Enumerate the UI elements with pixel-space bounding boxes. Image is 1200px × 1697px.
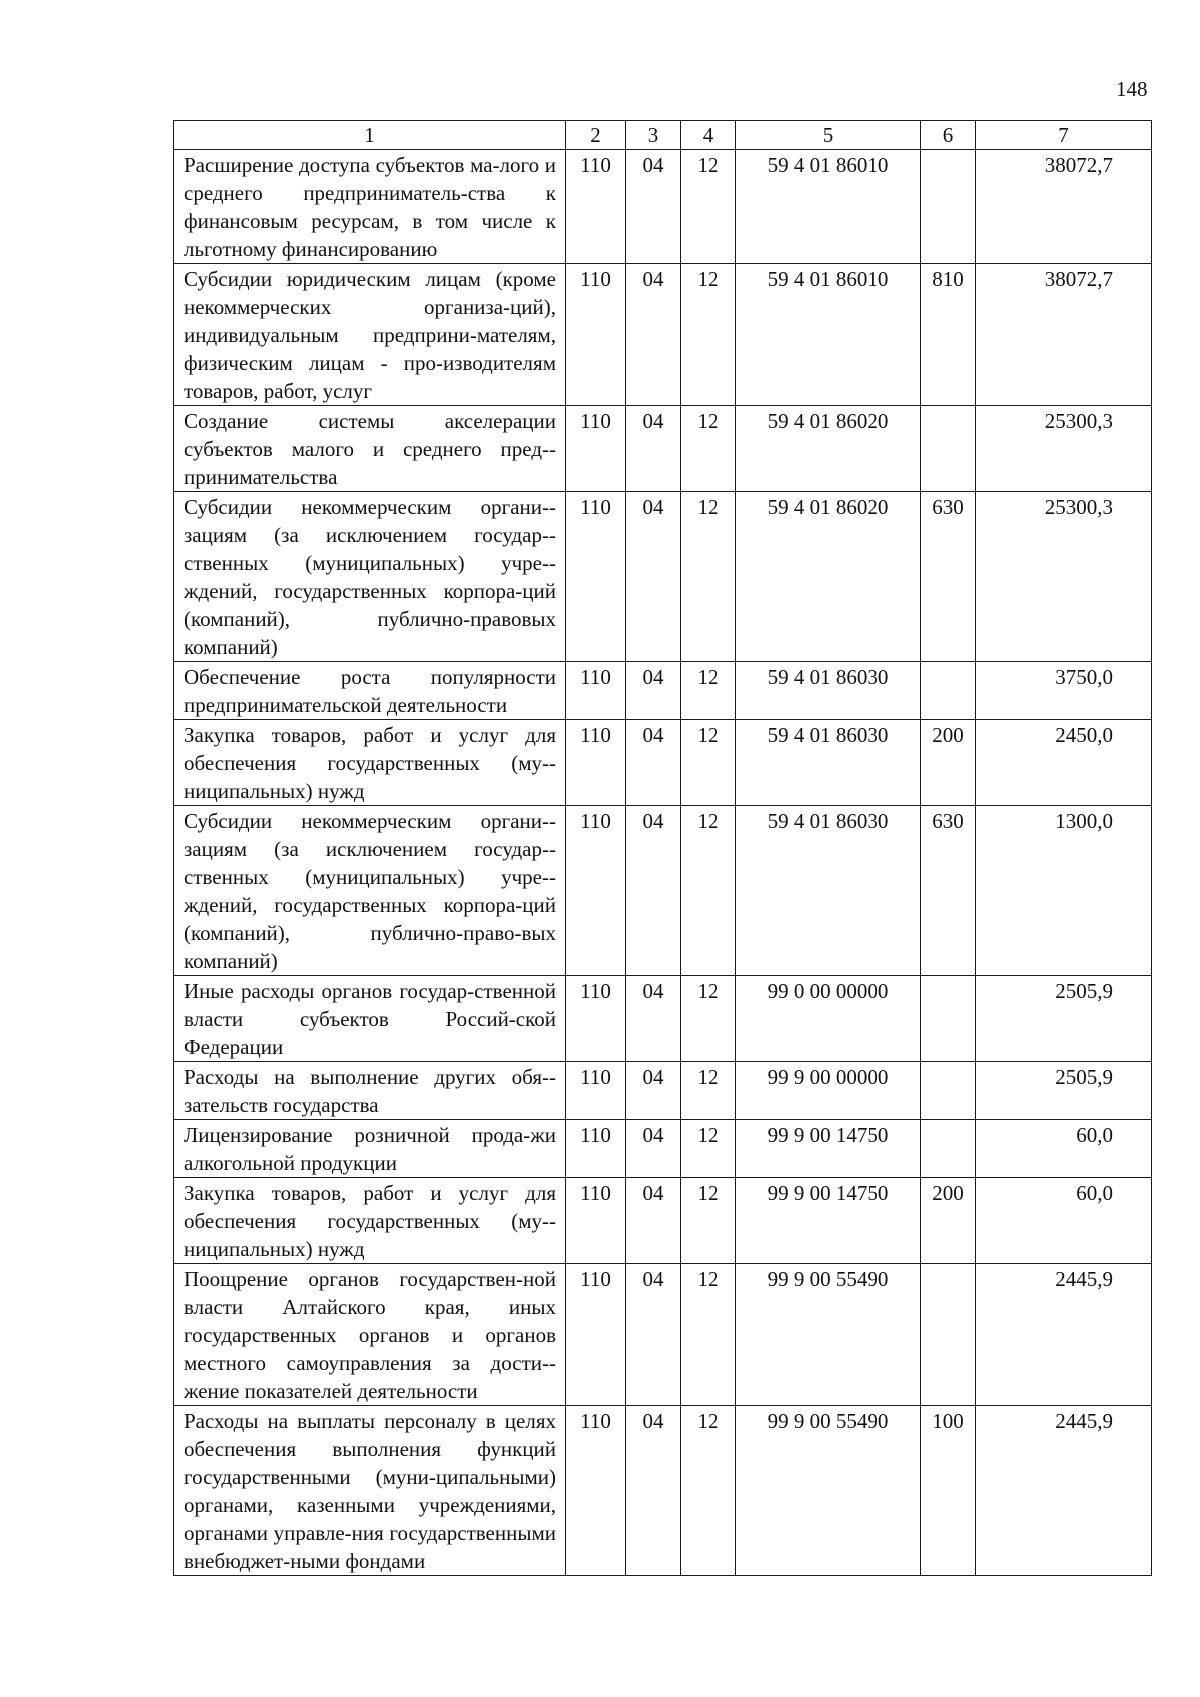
cell-code-2: 110 [566,662,626,720]
column-header: 4 [681,121,736,150]
cell-expense-type: 630 [921,806,976,976]
cell-amount: 2505,9 [976,976,1152,1062]
table-row [174,720,1152,806]
cell-subsection: 12 [681,264,736,406]
cell-code-2: 110 [566,406,626,492]
cell-amount: 1300,0 [976,806,1152,976]
row-name: Субсидии юридическим лицам (кроме некоммерческих организа-ций), индивидуальным предприни-мателям, физическим лицам - про-изводителям товаров, работ, услуг [174,264,566,406]
budget-table [173,120,1152,1576]
cell-subsection: 12 [681,1062,736,1120]
table-row [174,264,1152,406]
cell-target-article: 59 4 01 86010 [736,150,921,264]
column-header: 7 [976,121,1152,150]
cell-expense-type [921,1120,976,1178]
cell-target-article: 59 4 01 86030 [736,720,921,806]
cell-subsection: 12 [681,720,736,806]
cell-section: 04 [626,1264,681,1406]
table-row [174,1062,1152,1120]
table-row [174,1264,1152,1406]
cell-target-article: 99 9 00 55490 [736,1406,921,1576]
column-header: 5 [736,121,921,150]
cell-amount: 38072,7 [976,264,1152,406]
table-row [174,1178,1152,1264]
cell-expense-type [921,1264,976,1406]
cell-code-2: 110 [566,1062,626,1120]
cell-code-2: 110 [566,150,626,264]
cell-section: 04 [626,1178,681,1264]
cell-target-article: 59 4 01 86030 [736,806,921,976]
cell-amount: 38072,7 [976,150,1152,264]
cell-amount: 2445,9 [976,1406,1152,1576]
cell-code-2: 110 [566,806,626,976]
cell-expense-type: 200 [921,720,976,806]
row-name: Субсидии некоммерческим органи-зациям (за исключением государ-ственных (муниципальных) учре-ждений, государственных корпора-ций (компаний), публично-право-вых компаний) [174,806,566,976]
row-name: Поощрение органов государствен-ной власти Алтайского края, иных государственных органов и органов местного самоуправления за дости-жение показателей деятельности [174,1264,566,1406]
cell-target-article: 59 4 01 86020 [736,406,921,492]
cell-amount: 2445,9 [976,1264,1152,1406]
cell-subsection: 12 [681,976,736,1062]
cell-section: 04 [626,1062,681,1120]
cell-subsection: 12 [681,406,736,492]
row-name: Обеспечение роста популярности предпринимательской деятельности [174,662,566,720]
row-name: Расходы на выполнение других обя-зательств государства [174,1062,566,1120]
cell-subsection: 12 [681,492,736,662]
cell-subsection: 12 [681,1120,736,1178]
cell-code-2: 110 [566,1120,626,1178]
cell-subsection: 12 [681,662,736,720]
cell-code-2: 110 [566,1264,626,1406]
cell-target-article: 99 9 00 14750 [736,1120,921,1178]
cell-code-2: 110 [566,1178,626,1264]
cell-expense-type [921,150,976,264]
row-name: Закупка товаров, работ и услуг для обеспечения государственных (му-ниципальных) нужд [174,1178,566,1264]
cell-section: 04 [626,492,681,662]
cell-code-2: 110 [566,720,626,806]
cell-section: 04 [626,264,681,406]
row-name: Создание системы акселерации субъектов малого и среднего пред-принимательства [174,406,566,492]
row-name: Расширение доступа субъектов ма-лого и среднего предприниматель-ства к финансовым ресурсам, в том числе к льготному финансированию [174,150,566,264]
cell-subsection: 12 [681,806,736,976]
cell-section: 04 [626,406,681,492]
cell-amount: 2450,0 [976,720,1152,806]
column-header: 6 [921,121,976,150]
cell-amount: 25300,3 [976,492,1152,662]
cell-subsection: 12 [681,1264,736,1406]
cell-target-article: 59 4 01 86010 [736,264,921,406]
cell-target-article: 99 9 00 00000 [736,1062,921,1120]
table-row [174,406,1152,492]
table-row [174,492,1152,662]
table-row [174,150,1152,264]
cell-expense-type [921,662,976,720]
cell-amount: 60,0 [976,1120,1152,1178]
cell-amount: 60,0 [976,1178,1152,1264]
cell-target-article: 59 4 01 86030 [736,662,921,720]
cell-section: 04 [626,662,681,720]
cell-expense-type: 810 [921,264,976,406]
cell-section: 04 [626,1406,681,1576]
row-name: Субсидии некоммерческим органи-зациям (за исключением государ-ственных (муниципальных) учре-ждений, государственных корпора-ций (компаний), публично-правовых компаний) [174,492,566,662]
cell-code-2: 110 [566,264,626,406]
cell-amount: 2505,9 [976,1062,1152,1120]
table-row [174,662,1152,720]
page-number: 148 [1116,77,1148,101]
column-header: 1 [174,121,566,150]
cell-expense-type [921,406,976,492]
table-row [174,806,1152,976]
cell-code-2: 110 [566,492,626,662]
column-header: 3 [626,121,681,150]
table-row [174,976,1152,1062]
header-row [174,121,1152,150]
cell-section: 04 [626,150,681,264]
row-name: Лицензирование розничной прода-жи алкогольной продукции [174,1120,566,1178]
cell-subsection: 12 [681,1178,736,1264]
cell-target-article: 59 4 01 86020 [736,492,921,662]
cell-subsection: 12 [681,1406,736,1576]
cell-expense-type: 200 [921,1178,976,1264]
cell-code-2: 110 [566,1406,626,1576]
row-name: Иные расходы органов государ-ственной власти субъектов Россий-ской Федерации [174,976,566,1062]
cell-amount: 25300,3 [976,406,1152,492]
cell-subsection: 12 [681,150,736,264]
table-row [174,1406,1152,1576]
cell-code-2: 110 [566,976,626,1062]
row-name: Закупка товаров, работ и услуг для обеспечения государственных (му-ниципальных) нужд [174,720,566,806]
table-row [174,1120,1152,1178]
cell-target-article: 99 9 00 55490 [736,1264,921,1406]
cell-amount: 3750,0 [976,662,1152,720]
cell-expense-type [921,1062,976,1120]
cell-section: 04 [626,806,681,976]
cell-target-article: 99 9 00 14750 [736,1178,921,1264]
cell-expense-type: 630 [921,492,976,662]
column-header: 2 [566,121,626,150]
cell-expense-type [921,976,976,1062]
cell-target-article: 99 0 00 00000 [736,976,921,1062]
cell-section: 04 [626,720,681,806]
cell-expense-type: 100 [921,1406,976,1576]
cell-section: 04 [626,1120,681,1178]
row-name: Расходы на выплаты персоналу в целях обеспечения выполнения функций государственными (муни-ципальными) органами, казенными учреждениями, органами управле-ния государственными внебюджет-ными фондами [174,1406,566,1576]
cell-section: 04 [626,976,681,1062]
